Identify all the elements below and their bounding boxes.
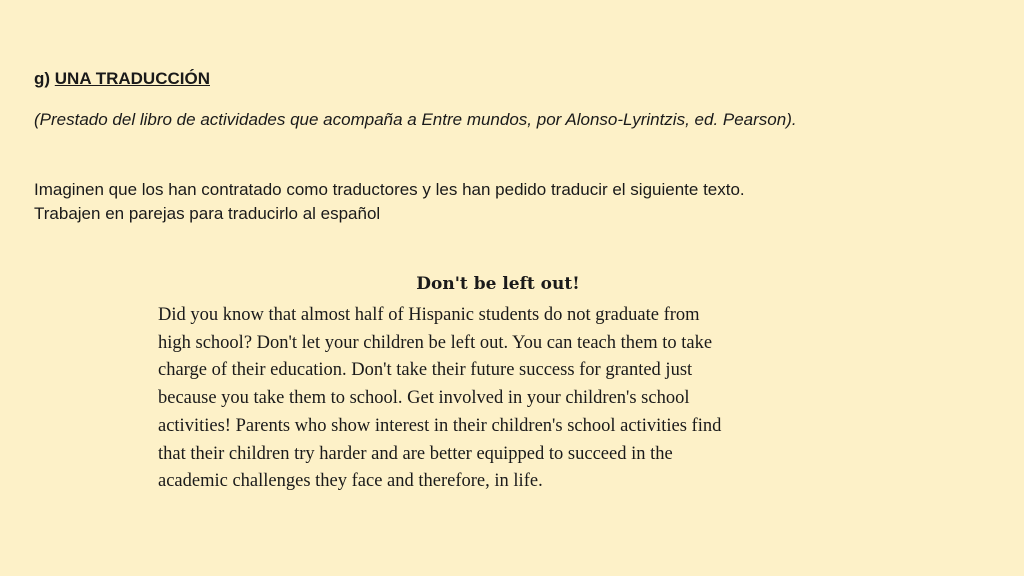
passage-body <box>158 302 858 496</box>
instruction-line: Trabajen en parejas para traducirlo al español <box>34 204 381 223</box>
instruction-line: Imaginen que los han contratado como traductores y les han pedido traducir el siguiente texto. <box>34 180 745 199</box>
source-citation: (Prestado del libro de actividades que acompaña a Entre mundos, por Alonso-Lyrintzis, ed. Pearson). <box>34 110 797 129</box>
section-label: g) <box>34 69 51 88</box>
passage-line: activities! Parents who show interest in their children's school activities find <box>158 415 722 436</box>
instructions <box>34 178 934 226</box>
passage-title: Don't be left out! <box>416 274 580 294</box>
passage-line: academic challenges they face and therefore, in life. <box>158 471 543 492</box>
passage-line: charge of their education. Don't take their future success for granted just <box>158 360 693 381</box>
passage-line: Did you know that almost half of Hispanic students do not graduate from <box>158 305 700 325</box>
passage-line: that their children try harder and are better equipped to succeed in the <box>158 443 673 464</box>
passage-line: because you take them to school. Get involved in your children's school <box>158 388 690 409</box>
passage-line: high school? Don't let your children be left out. You can teach them to take <box>158 332 713 353</box>
section-heading <box>34 69 210 89</box>
section-title: UNA TRADUCCIÓN <box>54 69 210 88</box>
